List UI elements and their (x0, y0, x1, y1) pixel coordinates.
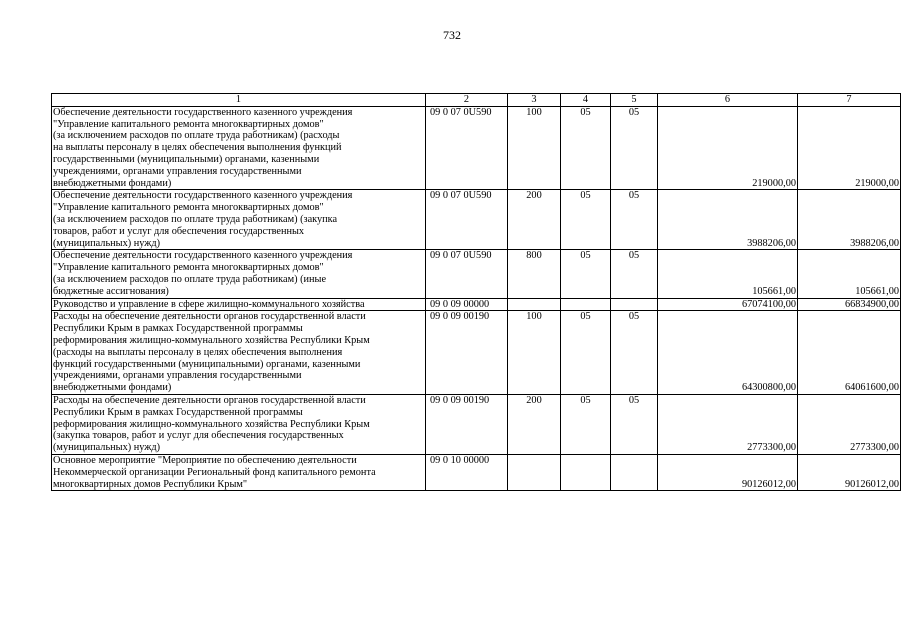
subsection-code: 05 (611, 311, 658, 395)
subsection-code: 05 (611, 394, 658, 454)
description-line: (муниципальных) нужд) (53, 442, 161, 454)
column-header: 1 (52, 94, 426, 107)
description-line: (расходы на выплаты персоналу в целях обеспечения выполнения (53, 346, 343, 358)
description-line: Некоммерческой организации Региональный фонд капитального ремонта (53, 466, 376, 478)
budget-classification-code: 09 0 10 00000 (426, 454, 508, 490)
page-number: 732 (443, 28, 461, 42)
description-line: "Управление капитального ремонта многоквартирных домов" (53, 262, 324, 274)
amount-year-1: 64300800,00 (658, 311, 798, 395)
amount-year-1: 67074100,00 (658, 298, 798, 311)
budget-classification-code: 09 0 07 0U590 (426, 250, 508, 298)
expense-description (52, 298, 426, 311)
expense-description (52, 454, 426, 490)
description-line: государственными (муниципальными) органами, казенными (53, 153, 320, 165)
description-line: функций государственными (муниципальными) органами, казенными (53, 358, 361, 370)
description-line: Обеспечение деятельности государственного казенного учреждения (53, 190, 353, 202)
amount-year-1: 105661,00 (658, 250, 798, 298)
budget-classification-code: 09 0 09 00190 (426, 311, 508, 395)
description-line: реформирования жилищно-коммунального хозяйства Республики Крым (53, 334, 370, 346)
budget-classification-code: 09 0 09 00000 (426, 298, 508, 311)
section-code: 05 (561, 106, 611, 190)
description-line: учреждениями, органами управления государственными (53, 165, 302, 177)
description-line: Республики Крым в рамках Государственной программы (53, 406, 303, 418)
description-line: внебюджетными фондами) (53, 177, 172, 189)
amount-year-1: 2773300,00 (658, 394, 798, 454)
amount-year-1: 3988206,00 (658, 190, 798, 250)
amount-year-2: 90126012,00 (798, 454, 901, 490)
expense-type-code: 200 (508, 394, 561, 454)
description-line: реформирования жилищно-коммунального хозяйства Республики Крым (53, 418, 370, 430)
table-row (52, 298, 901, 311)
description-line: многоквартирных домов Республики Крым" (53, 478, 248, 490)
expense-type-code: 200 (508, 190, 561, 250)
description-line: Расходы на обеспечение деятельности органов государственной власти (53, 394, 366, 406)
description-line: Руководство и управление в сфере жилищно-коммунального хозяйства (53, 298, 365, 310)
expense-description (52, 394, 426, 454)
expense-type-code: 100 (508, 311, 561, 395)
budget-classification-code: 09 0 07 0U590 (426, 190, 508, 250)
column-header: 2 (426, 94, 508, 107)
expense-description (52, 250, 426, 298)
column-header: 7 (798, 94, 901, 107)
expense-description (52, 311, 426, 395)
amount-year-2: 64061600,00 (798, 311, 901, 395)
description-line: товаров, работ и услуг для обеспечения государственных (53, 225, 305, 237)
amount-year-2: 3988206,00 (798, 190, 901, 250)
description-line: на выплаты персоналу в целях обеспечения выполнения функций (53, 142, 342, 154)
description-line: Обеспечение деятельности государственного казенного учреждения (53, 250, 353, 262)
amount-year-2: 219000,00 (798, 106, 901, 190)
description-line: бюджетные ассигнования) (53, 285, 169, 297)
section-code: 05 (561, 190, 611, 250)
table-row (52, 250, 901, 298)
description-line: (муниципальных) нужд) (53, 237, 161, 249)
amount-year-2: 66834900,00 (798, 298, 901, 311)
table-header-row (52, 94, 901, 107)
expense-type-code (508, 454, 561, 490)
description-line: "Управление капитального ремонта многоквартирных домов" (53, 202, 324, 214)
expense-description (52, 190, 426, 250)
description-line: учреждениями, органами управления государственными (53, 370, 302, 382)
table-row (52, 454, 901, 490)
description-line: "Управление капитального ремонта многоквартирных домов" (53, 118, 324, 130)
description-line: Расходы на обеспечение деятельности органов государственной власти (53, 311, 366, 323)
subsection-code (611, 454, 658, 490)
description-line: Основное мероприятие "Мероприятие по обеспечению деятельности (53, 454, 357, 466)
subsection-code (611, 298, 658, 311)
description-line: (за исключением расходов по оплате труда работникам) (закупка (53, 213, 338, 225)
budget-table (51, 93, 901, 491)
column-header: 4 (561, 94, 611, 107)
subsection-code: 05 (611, 250, 658, 298)
amount-year-1: 219000,00 (658, 106, 798, 190)
section-code (561, 454, 611, 490)
column-header: 3 (508, 94, 561, 107)
budget-classification-code: 09 0 09 00190 (426, 394, 508, 454)
description-line: внебюджетными фондами) (53, 382, 172, 394)
description-line: (за исключением расходов по оплате труда работникам) (расходы (53, 130, 340, 142)
subsection-code: 05 (611, 190, 658, 250)
table-row (52, 394, 901, 454)
section-code (561, 298, 611, 311)
table-row (52, 106, 901, 190)
subsection-code: 05 (611, 106, 658, 190)
description-line: (закупка товаров, работ и услуг для обеспечения государственных (53, 430, 344, 442)
description-line: Обеспечение деятельности государственного казенного учреждения (53, 106, 353, 118)
expense-description (52, 106, 426, 190)
amount-year-2: 105661,00 (798, 250, 901, 298)
amount-year-2: 2773300,00 (798, 394, 901, 454)
expense-type-code (508, 298, 561, 311)
expense-type-code: 100 (508, 106, 561, 190)
description-line: (за исключением расходов по оплате труда работникам) (иные (53, 273, 327, 285)
amount-year-1: 90126012,00 (658, 454, 798, 490)
table-row (52, 311, 901, 395)
table-row (52, 190, 901, 250)
expense-type-code: 800 (508, 250, 561, 298)
column-header: 6 (658, 94, 798, 107)
section-code: 05 (561, 394, 611, 454)
description-line: Республики Крым в рамках Государственной программы (53, 323, 303, 335)
column-header: 5 (611, 94, 658, 107)
budget-classification-code: 09 0 07 0U590 (426, 106, 508, 190)
section-code: 05 (561, 311, 611, 395)
section-code: 05 (561, 250, 611, 298)
